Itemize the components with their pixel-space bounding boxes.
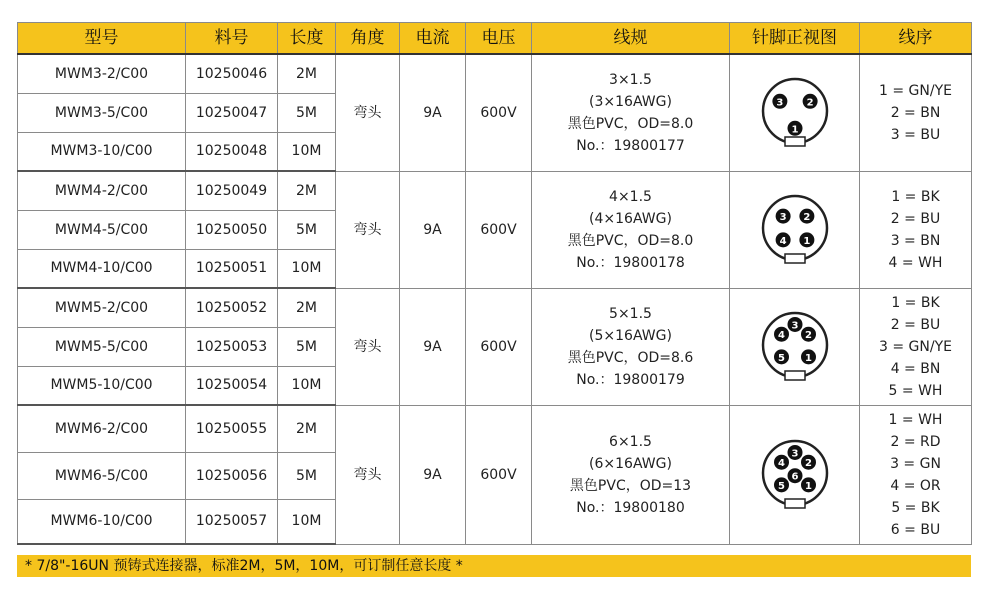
cell-wire-order: 1 = GN/YE 2 = BN 3 = BU — [860, 54, 972, 171]
cell-current: 9A — [400, 405, 466, 544]
cell-model: MWM5-2/C00 — [18, 288, 186, 327]
cell-wire-spec: 3×1.5 (3×16AWG) 黑色PVC，OD=8.0 No.：19800177 — [532, 54, 730, 171]
cell-part-no: 10250046 — [186, 54, 278, 93]
cell-voltage: 600V — [466, 171, 532, 288]
connector-key — [785, 499, 805, 508]
connector-key — [785, 137, 805, 146]
cell-angle: 弯头 — [336, 54, 400, 171]
cell-model: MWM6-5/C00 — [18, 452, 186, 499]
cell-model: MWM4-5/C00 — [18, 210, 186, 249]
cell-part-no: 10250055 — [186, 405, 278, 452]
pin-number: 1 — [802, 235, 810, 247]
cell-model: MWM4-2/C00 — [18, 171, 186, 210]
cell-wire-spec: 4×1.5 (4×16AWG) 黑色PVC，OD=8.0 No.：19800178 — [532, 171, 730, 288]
cell-model: MWM3-2/C00 — [18, 54, 186, 93]
table-row — [18, 54, 972, 93]
pin-number: 2 — [804, 457, 812, 469]
table-row — [18, 405, 972, 452]
connector-pin-diagram — [755, 73, 835, 153]
cell-length: 10M — [278, 132, 336, 171]
cell-angle: 弯头 — [336, 171, 400, 288]
cell-length: 10M — [278, 249, 336, 288]
cell-wire-spec: 6×1.5 (6×16AWG) 黑色PVC，OD=13 No.：19800180 — [532, 405, 730, 544]
header-angle: 角度 — [336, 23, 400, 55]
header-row — [18, 23, 972, 55]
pin-diagram-cell — [730, 288, 860, 405]
pin-number: 4 — [777, 329, 785, 341]
cell-length: 2M — [278, 288, 336, 327]
header-model: 型号 — [18, 23, 186, 55]
pin-number: 4 — [779, 235, 787, 247]
header-wire-order: 线序 — [860, 23, 972, 55]
header-pin-view: 针脚正视图 — [730, 23, 860, 55]
connector-pin-diagram — [755, 307, 835, 387]
connector-spec-table — [17, 22, 972, 545]
cell-part-no: 10250054 — [186, 366, 278, 405]
cell-length: 10M — [278, 499, 336, 544]
cell-part-no: 10250049 — [186, 171, 278, 210]
pin-number: 1 — [804, 480, 812, 492]
connector-key — [785, 254, 805, 263]
connector-key — [785, 371, 805, 380]
cell-length: 5M — [278, 210, 336, 249]
header-voltage: 电压 — [466, 23, 532, 55]
cell-wire-order: 1 = BK 2 = BU 3 = GN/YE 4 = BN 5 = WH — [860, 288, 972, 405]
cell-current: 9A — [400, 171, 466, 288]
pin-number: 3 — [779, 211, 787, 223]
header-wire-spec: 线规 — [532, 23, 730, 55]
pin-number: 2 — [806, 97, 814, 109]
cell-model: MWM3-5/C00 — [18, 93, 186, 132]
pin-diagram-cell — [730, 171, 860, 288]
table-row — [18, 171, 972, 210]
footer-note: * 7/8"-16UN 预铸式连接器，标准2M，5M，10M，可订制任意长度 * — [17, 555, 971, 577]
cell-model: MWM3-10/C00 — [18, 132, 186, 171]
cell-wire-order: 1 = WH 2 = RD 3 = GN 4 = OR 5 = BK 6 = BU — [860, 405, 972, 544]
pin-number: 3 — [791, 319, 798, 331]
cell-voltage: 600V — [466, 405, 532, 544]
cell-current: 9A — [400, 288, 466, 405]
cell-part-no: 10250047 — [186, 93, 278, 132]
pin-number: 6 — [791, 471, 798, 483]
pin-number: 1 — [804, 352, 812, 364]
table-row — [18, 288, 972, 327]
header-current: 电流 — [400, 23, 466, 55]
cell-part-no: 10250056 — [186, 452, 278, 499]
pin-number: 3 — [791, 447, 798, 459]
cell-length: 5M — [278, 93, 336, 132]
connector-pin-diagram — [755, 435, 835, 515]
cell-model: MWM4-10/C00 — [18, 249, 186, 288]
pin-diagram-cell — [730, 54, 860, 171]
cell-part-no: 10250050 — [186, 210, 278, 249]
pin-number: 2 — [804, 329, 812, 341]
header-part-no: 料号 — [186, 23, 278, 55]
cell-angle: 弯头 — [336, 288, 400, 405]
pin-number: 4 — [777, 457, 785, 469]
cell-length: 2M — [278, 171, 336, 210]
pin-number: 3 — [775, 97, 783, 109]
cell-wire-spec: 5×1.5 (5×16AWG) 黑色PVC，OD=8.6 No.：19800179 — [532, 288, 730, 405]
connector-pin-diagram — [755, 190, 835, 270]
cell-part-no: 10250048 — [186, 132, 278, 171]
header-length: 长度 — [278, 23, 336, 55]
cell-voltage: 600V — [466, 54, 532, 171]
cell-model: MWM6-2/C00 — [18, 405, 186, 452]
cell-model: MWM6-10/C00 — [18, 499, 186, 544]
cell-part-no: 10250052 — [186, 288, 278, 327]
cell-part-no: 10250057 — [186, 499, 278, 544]
pin-number: 2 — [802, 211, 810, 223]
cell-length: 2M — [278, 405, 336, 452]
cell-length: 10M — [278, 366, 336, 405]
pin-number: 5 — [777, 352, 785, 364]
pin-diagram-cell — [730, 405, 860, 544]
pin-number: 1 — [791, 124, 798, 136]
cell-length: 2M — [278, 54, 336, 93]
cell-length: 5M — [278, 327, 336, 366]
cell-model: MWM5-10/C00 — [18, 366, 186, 405]
cell-model: MWM5-5/C00 — [18, 327, 186, 366]
cell-part-no: 10250053 — [186, 327, 278, 366]
cell-voltage: 600V — [466, 288, 532, 405]
cell-part-no: 10250051 — [186, 249, 278, 288]
pin-number: 5 — [777, 480, 785, 492]
cell-wire-order: 1 = BK 2 = BU 3 = BN 4 = WH — [860, 171, 972, 288]
cell-angle: 弯头 — [336, 405, 400, 544]
connector-outline — [763, 196, 827, 260]
cell-length: 5M — [278, 452, 336, 499]
cell-current: 9A — [400, 54, 466, 171]
